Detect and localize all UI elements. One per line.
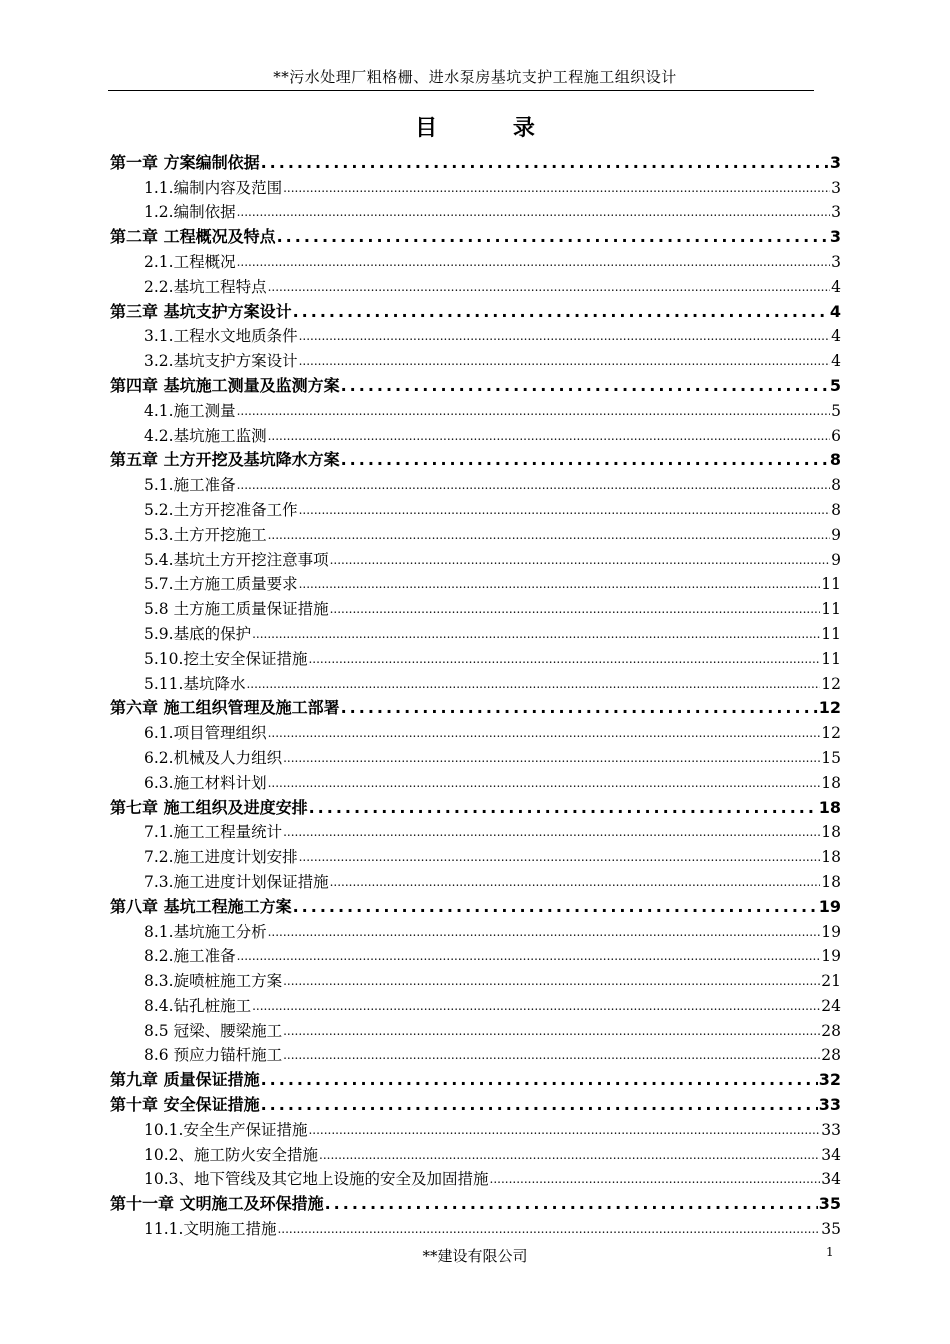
toc-dot-leader [261, 1095, 818, 1115]
toc-dot-leader [341, 450, 829, 470]
toc-section-entry[interactable] [110, 991, 841, 1016]
toc-entry-label: 1.2.编制依据 [144, 203, 236, 222]
toc-dot-leader [237, 946, 821, 966]
toc-dot-leader [309, 798, 818, 818]
toc-section-entry[interactable] [110, 247, 841, 272]
toc-dot-leader [330, 550, 831, 570]
toc-dot-leader [330, 599, 821, 619]
toc-entry-label: 第七章 施工组织及进度安排 [110, 797, 308, 817]
toc-dot-leader [341, 376, 829, 396]
toc-dot-leader [283, 178, 830, 198]
toc-dot-leader [268, 773, 821, 793]
toc-section-entry[interactable] [110, 917, 841, 942]
toc-section-entry[interactable] [110, 842, 841, 867]
toc-entry-label: 8.6 预应力锚杆施工 [144, 1046, 283, 1065]
toc-entry-label: 第十一章 文明施工及环保措施 [110, 1194, 324, 1214]
toc-dot-leader [490, 1169, 821, 1189]
toc-entry-page: 18 [821, 872, 841, 891]
toc-dot-leader [283, 748, 820, 768]
toc-section-entry[interactable] [110, 1165, 841, 1190]
toc-chapter-entry[interactable] [110, 1189, 841, 1214]
toc-entry-page: 18 [821, 848, 841, 867]
page-number: 1 [826, 1245, 834, 1259]
toc-entry-label: 第一章 方案编制依据 [110, 152, 260, 172]
toc-entry-page: 4 [831, 277, 841, 296]
toc-section-entry[interactable] [110, 942, 841, 967]
toc-entry-label: 5.9.基底的保护 [144, 624, 252, 643]
toc-entry-label: 7.1.施工工程量统计 [144, 823, 283, 842]
toc-entry-label: 第二章 工程概况及特点 [110, 227, 276, 247]
toc-entry-page: 11 [821, 575, 841, 594]
toc-entry-label: 第三章 基坑支护方案设计 [110, 301, 292, 321]
toc-entry-page: 34 [821, 1145, 841, 1164]
toc-entry-page: 28 [821, 1021, 841, 1040]
toc-dot-leader [308, 1120, 820, 1140]
toc-entry-label: 7.3.施工进度计划保证措施 [144, 872, 329, 891]
toc-entry-page: 18 [818, 797, 841, 817]
toc-section-entry[interactable] [110, 520, 841, 545]
toc-entry-label: 4.1.施工测量 [144, 401, 236, 420]
toc-entry-label: 5.7.土方施工质量要求 [144, 575, 298, 594]
toc-dot-leader [293, 302, 829, 322]
toc-dot-leader [341, 698, 818, 718]
toc-entry-page: 35 [821, 1220, 841, 1239]
toc-entry-page: 5 [831, 401, 841, 420]
toc-chapter-entry[interactable] [110, 1065, 841, 1090]
toc-section-entry[interactable] [110, 198, 841, 223]
toc-entry-label: 10.1.安全生产保证措施 [144, 1120, 308, 1139]
toc-entry-page: 11 [821, 600, 841, 619]
toc-entry-label: 1.1.编制内容及范围 [144, 178, 283, 197]
toc-chapter-entry[interactable] [110, 148, 841, 173]
toc-entry-page: 8 [829, 450, 841, 470]
toc-entry-page: 8 [831, 476, 841, 495]
toc-entry-label: 5.1.施工准备 [144, 476, 236, 495]
toc-entry-label: 10.3、地下管线及其它地上设施的安全及加固措施 [144, 1170, 489, 1189]
toc-section-entry[interactable] [110, 495, 841, 520]
toc-entry-page: 28 [821, 1046, 841, 1065]
toc-section-entry[interactable] [110, 322, 841, 347]
toc-section-entry[interactable] [110, 272, 841, 297]
toc-dot-leader [268, 922, 821, 942]
toc-section-entry[interactable] [110, 173, 841, 198]
toc-section-entry[interactable] [110, 867, 841, 892]
toc-chapter-entry[interactable] [110, 694, 841, 719]
toc-dot-leader [246, 674, 820, 694]
toc-entry-page: 4 [831, 327, 841, 346]
toc-entry-page: 11 [821, 649, 841, 668]
toc-entry-label: 3.2.基坑支护方案设计 [144, 352, 298, 371]
toc-dot-leader [252, 996, 820, 1016]
toc-entry-label: 3.1.工程水文地质条件 [144, 327, 298, 346]
header-divider [108, 90, 814, 91]
toc-dot-leader [252, 624, 820, 644]
toc-dot-leader [299, 351, 831, 371]
toc-dot-leader [325, 1194, 818, 1214]
toc-dot-leader [299, 847, 821, 867]
toc-entry-page: 3 [829, 152, 841, 172]
toc-dot-leader [330, 872, 821, 892]
toc-chapter-entry[interactable] [110, 371, 841, 396]
toc-entry-page: 33 [818, 1095, 841, 1115]
toc-chapter-entry[interactable] [110, 446, 841, 471]
toc-section-entry[interactable] [110, 1016, 841, 1041]
toc-dot-leader [268, 426, 831, 446]
toc-dot-leader [308, 649, 820, 669]
toc-entry-label: 2.1.工程概况 [144, 252, 236, 271]
toc-entry-label: 5.4.基坑土方开挖注意事项 [144, 550, 329, 569]
toc-entry-label: 5.10.挖土安全保证措施 [144, 649, 308, 668]
toc-section-entry[interactable] [110, 644, 841, 669]
toc-entry-page: 11 [821, 624, 841, 643]
toc-entry-label: 11.1.文明施工措施 [144, 1220, 277, 1239]
toc-chapter-entry[interactable] [110, 222, 841, 247]
table-of-contents [110, 148, 841, 1239]
toc-entry-label: 5.3.土方开挖施工 [144, 525, 267, 544]
toc-entry-label: 8.5 冠梁、腰梁施工 [144, 1021, 283, 1040]
toc-section-entry[interactable] [110, 743, 841, 768]
toc-entry-page: 19 [821, 922, 841, 941]
toc-entry-label: 8.3.旋喷桩施工方案 [144, 972, 283, 991]
toc-entry-page: 34 [821, 1170, 841, 1189]
toc-entry-page: 4 [831, 352, 841, 371]
toc-section-entry[interactable] [110, 1041, 841, 1066]
toc-entry-label: 第四章 基坑施工测量及监测方案 [110, 375, 340, 395]
toc-dot-leader [293, 897, 818, 917]
toc-entry-page: 3 [831, 252, 841, 271]
toc-section-entry[interactable] [110, 470, 841, 495]
toc-entry-page: 18 [821, 823, 841, 842]
toc-chapter-entry[interactable] [110, 892, 841, 917]
toc-section-entry[interactable] [110, 768, 841, 793]
toc-section-entry[interactable] [110, 396, 841, 421]
toc-entry-page: 8 [831, 500, 841, 519]
toc-entry-page: 24 [821, 996, 841, 1015]
toc-entry-label: 8.4.钻孔桩施工 [144, 996, 252, 1015]
toc-dot-leader [268, 525, 831, 545]
toc-entry-label: 6.2.机械及人力组织 [144, 748, 283, 767]
toc-dot-leader [319, 1145, 820, 1165]
toc-entry-label: 第六章 施工组织管理及施工部署 [110, 698, 340, 718]
toc-dot-leader [237, 475, 831, 495]
toc-title: 目 录 [415, 115, 569, 141]
toc-dot-leader [268, 723, 821, 743]
toc-entry-page: 3 [831, 203, 841, 222]
footer-company: **建设有限公司 [422, 1247, 528, 1265]
toc-chapter-entry[interactable] [110, 297, 841, 322]
toc-entry-page: 6 [831, 426, 841, 445]
toc-entry-page: 3 [831, 178, 841, 197]
page-header-title: **污水处理厂粗格栅、进水泵房基坑支护工程施工组织设计 [273, 68, 677, 86]
toc-entry-page: 12 [821, 674, 841, 693]
toc-section-entry[interactable] [110, 1115, 841, 1140]
toc-entry-page: 18 [821, 773, 841, 792]
toc-entry-label: 5.11.基坑降水 [144, 674, 246, 693]
toc-entry-page: 35 [818, 1194, 841, 1214]
toc-entry-label: 5.8 土方施工质量保证措施 [144, 600, 329, 619]
toc-section-entry[interactable] [110, 818, 841, 843]
toc-dot-leader [283, 971, 820, 991]
toc-entry-page: 21 [821, 972, 841, 991]
toc-entry-label: 6.1.项目管理组织 [144, 724, 267, 743]
toc-entry-label: 2.2.基坑工程特点 [144, 277, 267, 296]
toc-section-entry[interactable] [110, 619, 841, 644]
toc-entry-label: 第八章 基坑工程施工方案 [110, 896, 292, 916]
toc-entry-page: 15 [821, 748, 841, 767]
toc-entry-label: 5.2.土方开挖准备工作 [144, 500, 298, 519]
toc-entry-page: 9 [831, 525, 841, 544]
toc-entry-label: 第九章 质量保证措施 [110, 1070, 260, 1090]
toc-dot-leader [299, 574, 821, 594]
toc-entry-page: 4 [829, 301, 841, 321]
toc-dot-leader [299, 500, 831, 520]
toc-dot-leader [299, 326, 831, 346]
toc-dot-leader [268, 277, 831, 297]
toc-entry-label: 7.2.施工进度计划安排 [144, 848, 298, 867]
toc-chapter-entry[interactable] [110, 793, 841, 818]
toc-entry-label: 10.2、施工防火安全措施 [144, 1145, 319, 1164]
toc-entry-label: 8.2.施工准备 [144, 947, 236, 966]
toc-entry-page: 9 [831, 550, 841, 569]
toc-section-entry[interactable] [110, 1140, 841, 1165]
toc-entry-page: 5 [829, 375, 841, 395]
toc-section-entry[interactable] [110, 966, 841, 991]
toc-dot-leader [261, 153, 829, 173]
toc-dot-leader [283, 1021, 820, 1041]
toc-section-entry[interactable] [110, 594, 841, 619]
toc-section-entry[interactable] [110, 669, 841, 694]
toc-entry-label: 第五章 土方开挖及基坑降水方案 [110, 450, 340, 470]
toc-section-entry[interactable] [110, 570, 841, 595]
toc-entry-label: 第十章 安全保证措施 [110, 1095, 260, 1115]
toc-dot-leader [283, 822, 820, 842]
toc-entry-page: 33 [821, 1120, 841, 1139]
toc-section-entry[interactable] [110, 545, 841, 570]
toc-entry-page: 32 [818, 1070, 841, 1090]
toc-dot-leader [277, 1219, 820, 1239]
toc-entry-page: 12 [818, 698, 841, 718]
toc-dot-leader [237, 202, 831, 222]
toc-entry-label: 4.2.基坑施工监测 [144, 426, 267, 445]
toc-entry-page: 3 [829, 227, 841, 247]
toc-dot-leader [237, 401, 831, 421]
toc-entry-page: 12 [821, 724, 841, 743]
toc-section-entry[interactable] [110, 346, 841, 371]
toc-dot-leader [283, 1045, 820, 1065]
toc-section-entry[interactable] [110, 718, 841, 743]
toc-entry-label: 8.1.基坑施工分析 [144, 922, 267, 941]
toc-entry-page: 19 [821, 947, 841, 966]
toc-section-entry[interactable] [110, 421, 841, 446]
toc-section-entry[interactable] [110, 1214, 841, 1239]
toc-dot-leader [277, 227, 829, 247]
toc-entry-label: 6.3.施工材料计划 [144, 773, 267, 792]
toc-entry-page: 19 [818, 896, 841, 916]
toc-chapter-entry[interactable] [110, 1090, 841, 1115]
toc-dot-leader [237, 252, 831, 272]
toc-dot-leader [261, 1070, 818, 1090]
